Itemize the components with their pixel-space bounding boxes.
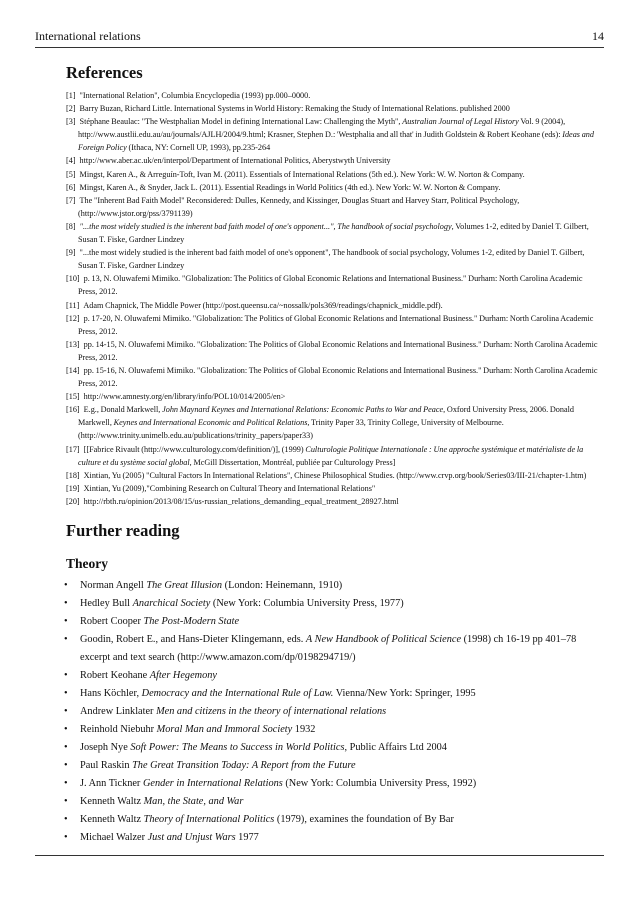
italic-text: Ideas and Foreign Policy	[78, 130, 594, 153]
reference-item	[66, 299, 602, 312]
text-segment: , McGill Dissertation, Montréal, publiée par Culturology Press]	[189, 457, 396, 467]
reference-number: [1]	[66, 91, 76, 100]
list-item	[66, 703, 602, 721]
text-segment: http://www.amnesty.org/en/library/info/POL10/014/2005/en>	[83, 392, 286, 402]
reference-number: [11]	[66, 300, 80, 310]
text-segment: Hans Köchler,	[80, 688, 142, 699]
reference-number: [4]	[66, 156, 76, 166]
text-segment: http://www.aber.ac.uk/en/interpol/Department of International Politics, Aberystwyth University	[79, 156, 391, 166]
reference-number: [16]	[66, 405, 80, 415]
text-segment: , Public Affairs Ltd 2004	[344, 742, 447, 753]
text-segment: (Ithaca, NY: Cornell UP, 1993), pp.235-264	[126, 143, 271, 153]
italic-text: Australian Journal of Legal History	[402, 117, 519, 127]
running-title: International relations	[35, 29, 141, 43]
text-segment: Vienna/New York: Springer, 1995	[333, 688, 476, 699]
bullet-icon: •	[64, 814, 68, 825]
reference-number: [19]	[66, 483, 80, 493]
text-segment: (New York: Columbia University Press, 1992)	[282, 778, 477, 789]
text-segment: J. Ann Tickner	[80, 778, 143, 789]
list-item	[66, 685, 602, 703]
text-segment: Norman Angell	[80, 580, 147, 591]
italic-text: A New Handbook of Political Science	[305, 634, 462, 645]
bullet-icon: •	[64, 742, 68, 753]
reference-number: [3]	[66, 117, 76, 127]
reference-item	[66, 115, 602, 154]
italic-text: John Maynard Keynes and International Relations: Economic Paths to War and Peace	[162, 405, 444, 415]
bullet-icon: •	[64, 616, 68, 627]
text-segment: Kenneth Waltz	[80, 796, 144, 807]
references-list	[66, 89, 602, 508]
text-segment: Robert Cooper	[80, 616, 144, 627]
further-reading-section	[66, 521, 602, 847]
references-heading: References	[66, 63, 143, 82]
italic-text: Gender in International Relations	[142, 778, 283, 789]
text-segment: [[Fabrice Rivault (http://www.culturology.com/definition/)], (1999)	[83, 444, 306, 454]
text-segment: pp. 15-16, N. Oluwafemi Mimiko. "Globalization: The Politics of Global Economic Relations and International Business." Durham: North Carolina Academic Press, 2012.	[78, 365, 598, 389]
text-segment: p. 17-20, N. Oluwafemi Mimiko. "Globalization: The Politics of Global Economic Relations and International Business." Durham: North Carolina Academic Press, 2012.	[78, 313, 594, 336]
text-segment: , Volumes 1-2, edited by Daniel T. Gilbert, Susan T. Fiske, Gardner Lindzey	[78, 221, 589, 245]
reference-number: [13]	[66, 339, 80, 349]
reference-item	[66, 390, 602, 403]
reference-item	[66, 272, 602, 298]
list-item	[66, 811, 602, 829]
text-segment: "International Relation", Columbia Encyclopedia (1993) pp.000–0000.	[79, 91, 311, 100]
bullet-icon: •	[64, 796, 68, 807]
reference-number: [20]	[66, 496, 80, 506]
reference-number: [5]	[66, 169, 76, 179]
reference-item	[66, 403, 602, 442]
text-segment: Goodin, Robert E., and Hans-Dieter Klingemann, eds.	[80, 634, 306, 645]
reference-item	[66, 469, 602, 482]
reference-item	[66, 168, 602, 181]
reference-item	[66, 312, 602, 338]
page-content	[66, 63, 602, 847]
reference-number: [6]	[66, 182, 76, 192]
text-segment: Hedley Bull	[80, 598, 133, 609]
reference-number: [10]	[66, 274, 80, 284]
text-segment: Joseph Nye	[80, 742, 131, 753]
text-segment: 1932	[292, 724, 316, 735]
text-segment: Mingst, Karen A., & Arreguín-Toft, Ivan M. (2011). Essentials of International Relations (5th ed.). New York: W. W. Norton & Company.	[79, 169, 525, 179]
text-segment: 1977	[235, 832, 259, 843]
text-segment: pp. 14-15, N. Oluwafemi Mimiko. "Globalization: The Politics of Global Economic Relations and International Business." Durham: North Carolina Academic Press, 2012.	[78, 339, 598, 362]
theory-list	[66, 577, 602, 847]
text-segment: Paul Raskin	[80, 760, 133, 771]
list-item	[66, 595, 602, 613]
italic-text: "...the most widely studied is the inherent bad faith model of one's opponent...", The handbook of social psychology	[79, 221, 452, 231]
list-item	[66, 577, 602, 595]
text-segment: Adam Chapnick, The Middle Power (http://post.queensu.ca/~nossalk/pols369/readings/chapnick_middle.pdf).	[83, 300, 443, 310]
italic-text: Keynes and International Economic and Political Relations	[113, 418, 308, 428]
text-segment: Xintian, Yu (2005) "Cultural Factors In International Relations", Chinese Philosophical Studies. (http://www.crvp.org/book/Series03/III-21/chapter-1.htm)	[83, 470, 587, 480]
text-segment: E.g., Donald Markwell,	[83, 405, 163, 415]
list-item	[66, 721, 602, 739]
reference-item	[66, 220, 602, 246]
italic-text: Men and citizens in the theory of international relations	[156, 706, 387, 717]
italic-text: The Great Illusion	[146, 580, 223, 591]
list-item	[66, 739, 602, 757]
text-segment: Kenneth Waltz	[80, 814, 144, 825]
reference-number: [15]	[66, 392, 80, 402]
bullet-icon: •	[64, 832, 68, 843]
reference-number: [8]	[66, 221, 76, 231]
text-segment: Stéphane Beaulac: "The Westphalian Model in defining International Law: Challenging the Myth",	[79, 117, 403, 127]
reference-item	[66, 482, 602, 495]
italic-text: Soft Power: The Means to Success in World Politics	[130, 742, 345, 753]
italic-text: Democracy and the International Rule of Law.	[141, 688, 334, 699]
text-segment: (New York: Columbia University Press, 1977)	[210, 598, 404, 609]
reference-item	[66, 154, 602, 167]
list-item	[66, 793, 602, 811]
text-segment: The "Inherent Bad Faith Model" Reconsidered: Dulles, Kennedy, and Kissinger, Douglas Stuart and Harvey Starr, Political Psychology, (http://www.jstor.org/pss/3791139)	[78, 195, 520, 218]
list-item	[66, 775, 602, 793]
reference-item	[66, 338, 602, 364]
text-segment: Reinhold Niebuhr	[80, 724, 157, 735]
page-header	[35, 29, 604, 48]
list-item	[66, 613, 602, 631]
bullet-icon: •	[64, 598, 68, 609]
bullet-icon: •	[64, 688, 68, 699]
italic-text: Theory of International Politics	[143, 814, 275, 825]
text-segment: Xintian, Yu (2009),"Combining Research on Cultural Theory and International Relations"	[83, 483, 376, 493]
text-segment: Barry Buzan, Richard Little. International Systems in World History: Remaking the Study of International Relations. published 2000	[79, 104, 510, 114]
text-segment: Andrew Linklater	[80, 706, 157, 717]
text-segment: Robert Keohane	[80, 670, 150, 681]
text-segment: , Trinity Paper 33, Trinity College, University of Melbourne. (http://www.trinity.unimelb.edu.au/publications/trinity_papers/paper33)	[78, 418, 504, 441]
reference-number: [9]	[66, 248, 76, 258]
reference-number: [7]	[66, 195, 76, 205]
italic-text: Man, the State, and War	[143, 796, 244, 807]
reference-item	[66, 181, 602, 194]
italic-text: Culturologie Politique Internationale : Une approche systémique et matérialiste de la culture et du système social global	[78, 444, 584, 467]
reference-number: [17]	[66, 444, 80, 454]
theory-heading: Theory	[66, 556, 108, 571]
bullet-icon: •	[64, 706, 68, 717]
list-item	[66, 667, 602, 685]
list-item	[66, 631, 602, 667]
italic-text: Moral Man and Immoral Society	[156, 724, 293, 735]
reference-item	[66, 443, 602, 469]
bullet-icon: •	[64, 778, 68, 789]
text-segment: Mingst, Karen A., & Snyder, Jack L. (2011). Essential Readings in World Politics (4th ed.). New York: W. W. Norton & Company.	[79, 182, 501, 192]
text-segment: (1979), examines the foundation of By Bar	[274, 814, 454, 825]
bullet-icon: •	[64, 580, 68, 591]
bullet-icon: •	[64, 760, 68, 771]
text-segment: http://rbth.ru/opinion/2013/08/15/us-russian_relations_demanding_equal_treatment_28927.html	[83, 496, 399, 506]
italic-text: After Hegemony	[149, 670, 217, 681]
text-segment: (1998) ch 16-19 pp 401–78 excerpt and text search (http://www.amazon.com/dp/0198294719/)	[80, 634, 577, 663]
reference-item	[66, 102, 602, 115]
italic-text: The Post-Modern State	[143, 616, 240, 627]
text-segment: (London: Heinemann, 1910)	[222, 580, 343, 591]
italic-text: Just and Unjust Wars	[147, 832, 236, 843]
text-segment: Vol. 9 (2004), http://www.austlii.edu.au/au/journals/AJLH/2004/9.html; Krasner, Stephen D.: 'Westphalia and all that' in Judith Goldstein & Robert Keohane (eds):	[78, 117, 566, 140]
italic-text: Anarchical Society	[132, 598, 211, 609]
reference-item	[66, 495, 602, 508]
italic-text: The Great Transition Today: A Report from the Future	[132, 760, 356, 771]
reference-item	[66, 246, 602, 272]
reference-number: [18]	[66, 470, 80, 480]
reference-item	[66, 89, 602, 102]
reference-number: [12]	[66, 313, 80, 323]
text-segment: Michael Walzer	[80, 832, 148, 843]
text-segment: p. 13, N. Oluwafemi Mimiko. "Globalization: The Politics of Global Economic Relations and International Business." Durham: North Carolina Academic Press, 2012.	[78, 274, 583, 297]
footer-rule	[35, 855, 604, 856]
list-item	[66, 757, 602, 775]
bullet-icon: •	[64, 670, 68, 681]
bullet-icon: •	[64, 634, 68, 645]
reference-item	[66, 194, 602, 220]
further-reading-heading: Further reading	[66, 521, 180, 540]
text-segment: , Oxford University Press, 2006. Donald Markwell,	[78, 405, 574, 428]
reference-item	[66, 364, 602, 390]
reference-number: [14]	[66, 365, 80, 375]
page-number: 14	[592, 29, 604, 43]
reference-number: [2]	[66, 104, 76, 114]
list-item	[66, 829, 602, 847]
bullet-icon: •	[64, 724, 68, 735]
text-segment: "...the most widely studied is the inherent bad faith model of one's opponent", The handbook of social psychology, Volumes 1-2, edited by Daniel T. Gilbert, Susan T. Fiske, Gardner Lindzey	[78, 248, 585, 271]
